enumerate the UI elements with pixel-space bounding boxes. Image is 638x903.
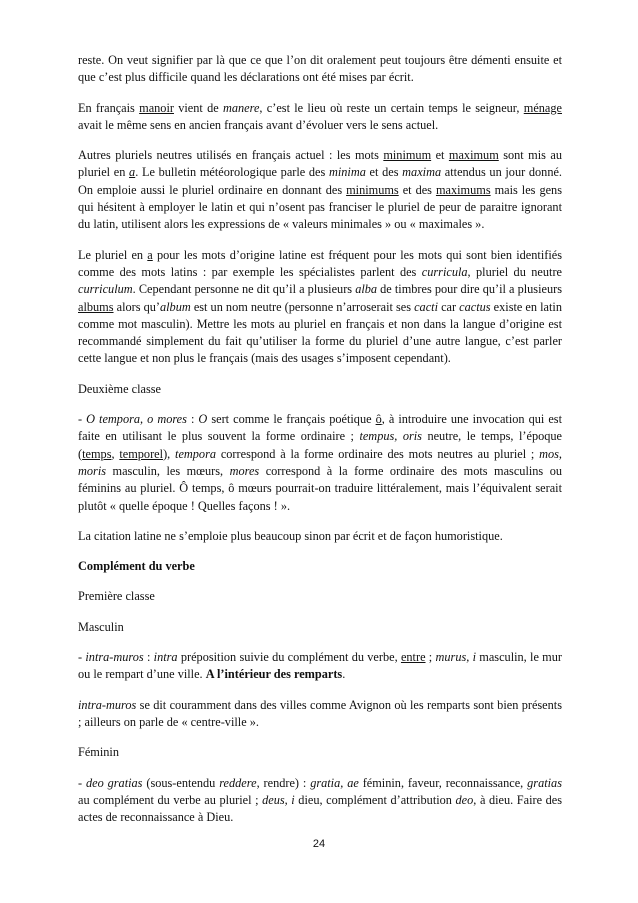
text-run: minimums bbox=[346, 182, 399, 197]
text-run: est un nom neutre (personne n’arroserait ses bbox=[190, 299, 415, 314]
text-run: et des bbox=[365, 165, 403, 180]
text-run: deo bbox=[455, 792, 474, 807]
text-run: alba bbox=[355, 282, 378, 297]
text-run: , c’est le lieu où reste un certain temps le seigneur, bbox=[259, 100, 524, 115]
text-run: reddere bbox=[219, 775, 257, 790]
text-run: La citation latine ne s’emploie plus beaucoup sinon par écrit et de façon humoristique. bbox=[78, 528, 503, 543]
text-run: ; bbox=[425, 650, 436, 665]
paragraph bbox=[78, 100, 562, 135]
text-run: cactus bbox=[459, 299, 491, 314]
paragraph bbox=[78, 649, 562, 684]
paragraph bbox=[78, 697, 562, 732]
paragraph bbox=[78, 52, 562, 87]
text-run: ô bbox=[375, 412, 382, 427]
text-run: existe en latin comme mot masculin). Mettre les mots au pluriel en français et non dans la langue d’origine est recommandé simplement du fait qu’utiliser la forme du pluriel d’une autre langue, c’est parler cette langue et non plus le français (mais des usages s’imposent cependant). bbox=[78, 299, 562, 366]
paragraph bbox=[78, 247, 562, 368]
text-run: - bbox=[78, 650, 86, 665]
text-run: avait le même sens en ancien français avant d’évoluer vers le sens actuel. bbox=[78, 117, 439, 132]
text-run: gratia, ae bbox=[310, 775, 359, 790]
paragraph bbox=[78, 588, 562, 605]
text-run: albums bbox=[78, 299, 114, 314]
text-run: temps bbox=[82, 446, 112, 461]
text-run: de timbres pour dire qu’il a plusieurs bbox=[377, 282, 562, 297]
text-run: O tempora, o mores bbox=[86, 412, 187, 427]
text-run: . bbox=[342, 667, 346, 682]
page-number: 24 bbox=[312, 838, 326, 850]
text-run: intra-muros bbox=[78, 697, 137, 712]
paragraph bbox=[78, 147, 562, 233]
text-run: minimum bbox=[383, 148, 432, 163]
paragraph bbox=[78, 558, 562, 575]
text-run: dieu, complément d’attribution bbox=[294, 792, 456, 807]
text-run: deus, i bbox=[262, 792, 295, 807]
text-run: et des bbox=[398, 182, 436, 197]
text-run: manere bbox=[222, 100, 260, 115]
text-run: - bbox=[78, 412, 87, 427]
text-run: Complément du verbe bbox=[78, 559, 195, 574]
text-run: et bbox=[431, 148, 449, 163]
paragraph bbox=[78, 775, 562, 827]
text-run: préposition suivie du complément du verbe, bbox=[177, 650, 401, 665]
text-run: , à introduire une invocation qui est faite en utilisant le plus souvent la forme ordinaire ; bbox=[78, 412, 562, 444]
text-run: . Cependant personne ne dit qu’il a plusieurs bbox=[132, 282, 356, 297]
text-run: Autres pluriels neutres utilisés en français actuel : les mots bbox=[78, 148, 384, 163]
text-run: O bbox=[198, 412, 208, 427]
text-run: . Le bulletin météorologique parle des bbox=[135, 165, 329, 180]
text-run: pour les mots d’origine latine est fréquent pour les mots qui sont bien identifiés comme des mots latins : par exemple les spécialistes parlent des bbox=[78, 247, 562, 279]
text-run: A l’intérieur des remparts bbox=[205, 667, 343, 682]
text-run: Masculin bbox=[78, 619, 124, 634]
text-run: masculin, le mur ou le rempart d’une ville. bbox=[78, 650, 562, 682]
paragraph bbox=[78, 528, 562, 545]
paragraph bbox=[78, 744, 562, 761]
paragraph bbox=[78, 619, 562, 636]
text-run: Première classe bbox=[78, 589, 155, 604]
text-run: , rendre) : bbox=[256, 775, 311, 790]
text-run: a bbox=[129, 165, 136, 180]
text-run: se dit couramment dans des villes comme Avignon où les remparts sont bien présents ; ailleurs on parle de « centre-ville ». bbox=[78, 697, 562, 729]
text-run: - bbox=[78, 775, 86, 790]
text-run: , bbox=[111, 446, 120, 461]
text-run: murus, i bbox=[435, 650, 477, 665]
text-run: deo gratias bbox=[85, 775, 143, 790]
text-run: maximums bbox=[435, 182, 491, 197]
text-run: minima bbox=[328, 165, 366, 180]
text-run: curriculum bbox=[78, 282, 133, 297]
text-run: ménage bbox=[523, 100, 562, 115]
text-run: mores bbox=[229, 463, 260, 478]
text-run: entre bbox=[400, 650, 426, 665]
text-run: : bbox=[186, 412, 199, 427]
text-run: intra bbox=[153, 650, 178, 665]
text-run: mais les gens qui hésitent à employer le latin et qui n’osent pas franciser le pluriel de peur de paraitre ignorant du latin, utilisent alors les expressions de « valeurs minimales » ou « maximales ». bbox=[78, 182, 562, 232]
text-run: gratias bbox=[527, 775, 562, 790]
text-run: maxima bbox=[402, 165, 442, 180]
text-run: , à dieu. Faire des actes de reconnaissance à Dieu. bbox=[78, 792, 563, 825]
document-page bbox=[78, 52, 562, 839]
paragraph bbox=[78, 381, 562, 398]
text-run: (sous-entendu bbox=[142, 775, 220, 790]
text-run: Deuxième classe bbox=[78, 381, 161, 396]
text-run: sont mis au pluriel en bbox=[78, 148, 562, 180]
text-run: attendus un jour donné. On emploie aussi le pluriel ordinaire en donnant des bbox=[78, 165, 562, 197]
text-run: vient de bbox=[173, 100, 223, 115]
text-run: maximum bbox=[448, 148, 499, 163]
text-run: correspond à la forme ordinaire des mots masculins ou féminins au pluriel. Ô temps, ô mœurs pourrait-on traduire littéralement, mais l’équivalent serait plutôt « quelle époque ! Quelles façons ! ». bbox=[78, 463, 562, 513]
text-run: mos, moris bbox=[78, 446, 562, 478]
text-run: neutre, le temps, l’époque ( bbox=[78, 429, 562, 461]
text-run: En français bbox=[78, 100, 140, 115]
paragraph bbox=[78, 411, 562, 515]
text-run: Le pluriel en bbox=[78, 247, 148, 262]
text-run: sert comme le français poétique bbox=[207, 412, 376, 427]
text-run: féminin, faveur, reconnaissance, bbox=[358, 775, 528, 790]
text-run: au complément du verbe au pluriel ; bbox=[78, 792, 263, 807]
text-run: masculin, les mœurs, bbox=[106, 463, 230, 478]
text-run: cacti bbox=[414, 299, 438, 314]
text-run: intra-muros bbox=[85, 650, 144, 665]
text-run: temporel bbox=[119, 446, 164, 461]
text-run: correspond à la forme ordinaire des mots neutres au pluriel ; bbox=[216, 446, 540, 461]
text-run: reste. On veut signifier par là que ce que l’on dit oralement peut toujours être démenti ensuite et que c’est plus difficile quand les déclarations ont été mises par écrit. bbox=[78, 53, 562, 85]
text-run: alors qu’ bbox=[113, 299, 160, 314]
text-run: a bbox=[147, 247, 153, 262]
text-run: , pluriel du neutre bbox=[467, 264, 562, 279]
text-run: Féminin bbox=[78, 745, 119, 760]
text-run: album bbox=[159, 299, 191, 314]
text-run: car bbox=[438, 299, 460, 314]
text-run: ), bbox=[163, 446, 176, 461]
text-run: manoir bbox=[139, 100, 174, 115]
text-run: : bbox=[143, 650, 154, 665]
text-run: curricula bbox=[421, 264, 468, 279]
text-run: tempus, oris bbox=[359, 429, 422, 444]
text-run: tempora bbox=[175, 446, 217, 461]
